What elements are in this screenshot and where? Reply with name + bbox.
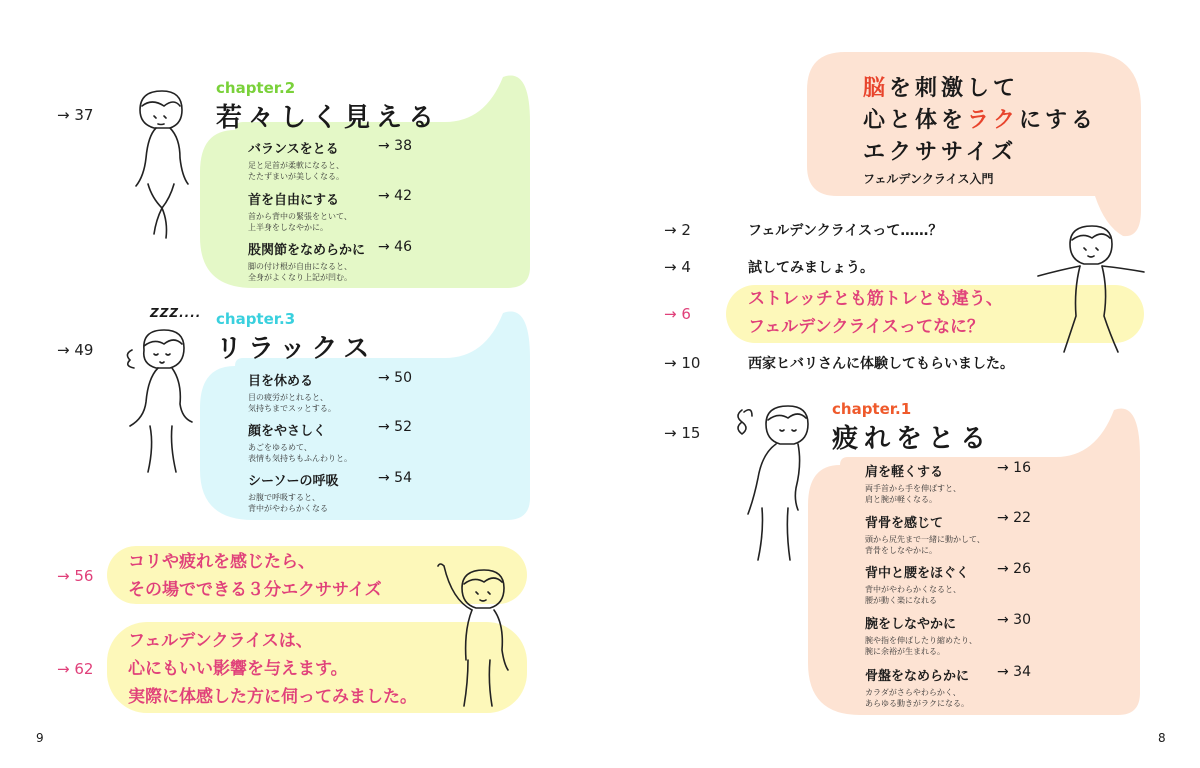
interview-line3: 実際に体感した方に伺ってみました。 bbox=[128, 687, 417, 707]
item-desc: 背中がやわらかくなると、 bbox=[865, 585, 961, 594]
item-desc: 腰が動く楽になれる bbox=[865, 596, 937, 605]
item-page-ref[interactable]: → 38 bbox=[378, 138, 412, 154]
list-item[interactable] bbox=[248, 138, 458, 182]
item-page-ref[interactable]: → 16 bbox=[997, 460, 1031, 476]
figure-raising-arm-illustration bbox=[432, 560, 512, 710]
interview-line2: 心にもいい影響を与えます。 bbox=[128, 659, 348, 679]
chapter1-title: 疲れをとる bbox=[832, 424, 993, 454]
book-title-line2-post: にする bbox=[1019, 108, 1098, 133]
item-desc: 気持ちまでスッとする。 bbox=[248, 404, 336, 413]
chapter1-page-ref[interactable]: → 15 bbox=[664, 424, 701, 442]
item-page-ref[interactable]: → 50 bbox=[378, 370, 412, 386]
book-title-line2-pre: 心と体を bbox=[863, 108, 968, 133]
book-title-line1 bbox=[863, 72, 1019, 105]
item-page-ref[interactable]: → 30 bbox=[997, 612, 1031, 628]
item-title: 腕をしなやかに bbox=[865, 617, 957, 632]
quick-exercise-line2: その場でできる３分エクササイズ bbox=[128, 580, 382, 600]
chapter2-page-ref[interactable]: → 37 bbox=[57, 106, 94, 124]
item-title: 肩を軽くする bbox=[865, 465, 944, 480]
toc-entry-try[interactable]: 試してみましょう。 bbox=[748, 260, 874, 276]
item-desc: カラダがさらやわらかく、 bbox=[865, 688, 961, 697]
item-page-ref[interactable]: → 26 bbox=[997, 561, 1031, 577]
figure-tired-illustration bbox=[728, 398, 818, 568]
toc-page-ref[interactable]: → 2 bbox=[664, 221, 691, 239]
item-page-ref[interactable]: → 22 bbox=[997, 510, 1031, 526]
list-item[interactable] bbox=[248, 420, 458, 464]
toc-page-ref[interactable]: → 4 bbox=[664, 258, 691, 276]
figure-balance-illustration bbox=[118, 88, 198, 248]
list-item[interactable] bbox=[248, 189, 458, 233]
book-title-line2 bbox=[863, 104, 1097, 137]
item-desc: あごをゆるめて、 bbox=[248, 443, 312, 452]
book-subtitle: フェルデンクライス入門 bbox=[863, 172, 994, 186]
toc-page-ref[interactable]: → 6 bbox=[664, 305, 691, 323]
chapter1-label: chapter.1 bbox=[832, 400, 912, 418]
item-desc: 脚の付け根が自由になると、 bbox=[248, 262, 352, 271]
list-item[interactable] bbox=[865, 665, 1075, 709]
item-title: 目を休める bbox=[248, 374, 314, 389]
item-desc: 表情も気持ちもふんわりと。 bbox=[248, 454, 352, 463]
item-desc: 両手首から手を伸ばすと、 bbox=[865, 484, 961, 493]
figure-sleepy-illustration bbox=[118, 322, 198, 482]
list-item[interactable] bbox=[865, 613, 1075, 657]
item-title: バランスをとる bbox=[248, 142, 339, 157]
interview-page-ref[interactable]: → 62 bbox=[57, 660, 94, 678]
item-desc: 背中がやわらかくなる bbox=[248, 504, 328, 513]
item-title: 顔をやさしく bbox=[248, 424, 327, 439]
list-item[interactable] bbox=[865, 512, 1075, 556]
item-page-ref[interactable]: → 52 bbox=[378, 419, 412, 435]
item-page-ref[interactable]: → 34 bbox=[997, 664, 1031, 680]
page-number-right: 8 bbox=[1158, 731, 1166, 745]
item-desc: 肩と腕が軽くなる。 bbox=[865, 495, 937, 504]
interview-line1: フェルデンクライスは、 bbox=[128, 631, 313, 651]
item-page-ref[interactable]: → 54 bbox=[378, 470, 412, 486]
quick-exercise-page-ref[interactable]: → 56 bbox=[57, 567, 94, 585]
toc-entry-experience[interactable]: 西家ヒバリさんに体験してもらいました。 bbox=[748, 356, 1014, 372]
item-page-ref[interactable]: → 46 bbox=[378, 239, 412, 255]
item-title: シーソーの呼吸 bbox=[248, 474, 339, 489]
item-page-ref[interactable]: → 42 bbox=[378, 188, 412, 204]
list-item[interactable] bbox=[865, 562, 1075, 606]
quick-exercise-line1: コリや疲れを感じたら、 bbox=[128, 552, 315, 572]
item-desc: 足と足首が柔軟になると、 bbox=[248, 161, 344, 170]
book-title-accent-raku: ラク bbox=[967, 108, 1020, 133]
item-desc: たたずまいが美しくなる。 bbox=[248, 172, 344, 181]
list-item[interactable] bbox=[248, 470, 458, 514]
item-desc: 頭から尻先まで一緒に動かして、 bbox=[865, 535, 985, 544]
item-desc: 目の疲労がとれると、 bbox=[248, 393, 328, 402]
item-title: 骨盤をなめらかに bbox=[865, 669, 970, 684]
chapter3-title: リラックス bbox=[216, 334, 376, 364]
page-number-left: 9 bbox=[36, 731, 44, 745]
toc-entry-difference-line1[interactable]: ストレッチとも筋トレとも違う、 bbox=[748, 289, 1003, 309]
item-desc: 首から背中の緊張をといて、 bbox=[248, 212, 352, 221]
item-desc: 背骨をしなやかに。 bbox=[865, 546, 937, 555]
item-desc: 腕に余裕が生まれる。 bbox=[865, 647, 945, 656]
item-title: 首を自由にする bbox=[248, 193, 340, 208]
toc-entry-difference-line2[interactable]: フェルデンクライスってなに？ bbox=[748, 317, 984, 337]
item-desc: 腕や指を伸ばしたり縮めたり、 bbox=[865, 636, 977, 645]
chapter2-label: chapter.2 bbox=[216, 79, 296, 97]
item-title: 背中と腰をほぐく bbox=[865, 566, 970, 581]
item-desc: 全身がよくなり上記が凹む。 bbox=[248, 273, 352, 282]
toc-entry-what-is[interactable]: フェルデンクライスって……？ bbox=[748, 223, 943, 239]
zzz-text: ZZZ.... bbox=[150, 306, 202, 320]
chapter3-label: chapter.3 bbox=[216, 310, 296, 328]
item-title: 背骨を感じて bbox=[865, 516, 944, 531]
item-desc: お腹で呼吸すると、 bbox=[248, 493, 320, 502]
chapter2-title: 若々しく見える bbox=[216, 103, 441, 133]
book-title-line3: エクササイズ bbox=[863, 140, 1018, 165]
chapter3-page-ref[interactable]: → 49 bbox=[57, 341, 94, 359]
list-item[interactable] bbox=[865, 461, 1075, 505]
list-item[interactable] bbox=[248, 239, 458, 283]
toc-page-ref[interactable]: → 10 bbox=[664, 354, 701, 372]
item-desc: あらゆる動きがラクになる。 bbox=[865, 699, 969, 708]
list-item[interactable] bbox=[248, 370, 458, 414]
book-title-accent-brain: 脳 bbox=[863, 76, 890, 101]
book-title-line1-rest: を刺激して bbox=[889, 76, 1020, 101]
item-title: 股関節をなめらかに bbox=[248, 243, 366, 258]
item-desc: 上半身をしなやかに。 bbox=[248, 223, 328, 232]
figure-arms-out-illustration bbox=[1030, 220, 1150, 360]
